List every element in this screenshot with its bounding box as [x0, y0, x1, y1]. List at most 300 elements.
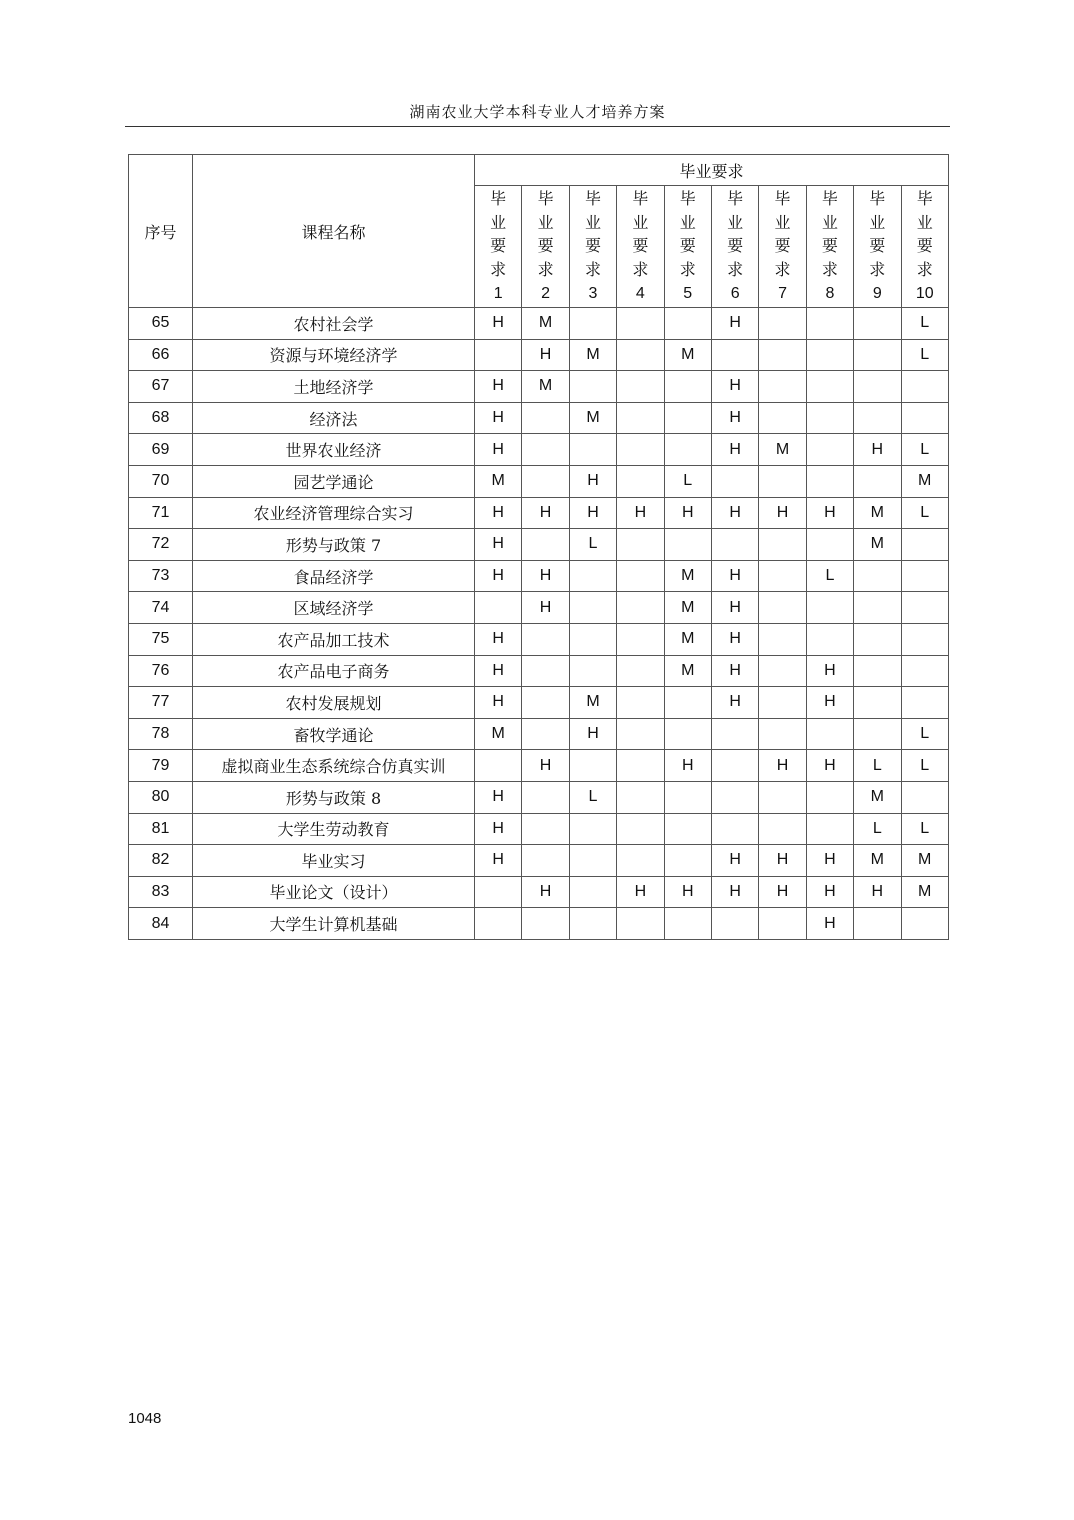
- requirement-mark: L: [901, 434, 948, 466]
- requirement-mark: [711, 339, 758, 371]
- requirement-mark: M: [475, 718, 522, 750]
- requirement-mark: [901, 781, 948, 813]
- table-row: [129, 529, 949, 561]
- requirement-mark: [664, 434, 711, 466]
- table-row: [129, 308, 949, 340]
- requirement-mark: [759, 655, 806, 687]
- requirement-mark: H: [664, 876, 711, 908]
- requirement-mark: H: [569, 465, 616, 497]
- column-group-header-requirements: 毕业要求: [475, 155, 949, 186]
- row-seq: 82: [129, 845, 193, 877]
- requirement-mark: [617, 718, 664, 750]
- requirement-mark: H: [711, 434, 758, 466]
- requirement-mark: H: [711, 308, 758, 340]
- requirement-mark: [664, 813, 711, 845]
- requirement-mark: [522, 402, 569, 434]
- requirement-mark: [664, 908, 711, 940]
- requirement-mark: [522, 718, 569, 750]
- requirement-mark: L: [569, 781, 616, 813]
- requirement-label-text: 毕业要求: [584, 189, 601, 279]
- table-row: [129, 718, 949, 750]
- page-number: 1048: [128, 1410, 162, 1427]
- requirement-mark: [522, 908, 569, 940]
- row-seq: 73: [129, 560, 193, 592]
- requirement-mark: H: [711, 655, 758, 687]
- requirement-mark: [664, 687, 711, 719]
- course-name: 区域经济学: [193, 592, 475, 624]
- requirement-mark: [901, 623, 948, 655]
- requirement-mark: H: [475, 655, 522, 687]
- requirement-mark: [711, 718, 758, 750]
- course-name: 农村发展规划: [193, 687, 475, 719]
- requirement-mark: H: [759, 497, 806, 529]
- requirement-mark: [617, 592, 664, 624]
- requirement-mark: [569, 655, 616, 687]
- table-row: [129, 876, 949, 908]
- requirement-mark: [617, 529, 664, 561]
- requirement-mark: [854, 718, 901, 750]
- requirement-mark: M: [522, 371, 569, 403]
- requirement-mark: H: [759, 750, 806, 782]
- requirement-mark: [569, 908, 616, 940]
- requirement-mark: [569, 876, 616, 908]
- requirement-mark: L: [901, 750, 948, 782]
- course-name: 食品经济学: [193, 560, 475, 592]
- requirement-mark: [901, 655, 948, 687]
- requirement-mark: [569, 813, 616, 845]
- row-seq: 69: [129, 434, 193, 466]
- requirement-mark: [522, 465, 569, 497]
- row-seq: 68: [129, 402, 193, 434]
- requirement-mark: [475, 592, 522, 624]
- row-seq: 78: [129, 718, 193, 750]
- requirement-mark: [617, 750, 664, 782]
- requirement-mark: [759, 308, 806, 340]
- requirement-mark: [759, 687, 806, 719]
- requirement-mark: M: [759, 434, 806, 466]
- requirement-mark: H: [475, 813, 522, 845]
- requirement-mark: [854, 687, 901, 719]
- column-header-requirement: [569, 186, 616, 308]
- course-name: 大学生劳动教育: [193, 813, 475, 845]
- requirement-mark: H: [711, 497, 758, 529]
- requirement-mark: [711, 529, 758, 561]
- requirement-mark: [806, 308, 853, 340]
- requirement-mark: [806, 465, 853, 497]
- requirement-label-text: 毕业要求: [679, 189, 696, 279]
- row-seq: 80: [129, 781, 193, 813]
- requirement-label-text: 毕业要求: [537, 189, 554, 279]
- requirement-mark: M: [664, 623, 711, 655]
- requirement-mark: [522, 529, 569, 561]
- requirement-mark: [617, 623, 664, 655]
- course-name: 经济法: [193, 402, 475, 434]
- requirement-mark: H: [475, 402, 522, 434]
- requirement-mark: H: [522, 560, 569, 592]
- row-seq: 71: [129, 497, 193, 529]
- requirement-mark: [475, 876, 522, 908]
- requirement-mark: [711, 781, 758, 813]
- row-seq: 65: [129, 308, 193, 340]
- requirement-mark: H: [522, 339, 569, 371]
- requirement-mark: [759, 371, 806, 403]
- requirement-mark: [854, 465, 901, 497]
- requirement-mark: [711, 750, 758, 782]
- requirement-mark: [901, 560, 948, 592]
- requirement-label-text: 毕业要求: [916, 189, 933, 279]
- requirement-mark: H: [664, 750, 711, 782]
- requirement-mark: [569, 308, 616, 340]
- column-header-requirement: [711, 186, 758, 308]
- requirement-mark: [759, 339, 806, 371]
- requirement-label: [679, 187, 697, 306]
- row-seq: 83: [129, 876, 193, 908]
- requirement-label-text: 毕业要求: [727, 189, 744, 279]
- column-header-requirement: [475, 186, 522, 308]
- requirement-number: 6: [730, 285, 740, 303]
- requirement-mark: [759, 402, 806, 434]
- requirement-mark: M: [854, 529, 901, 561]
- requirement-mark: [806, 529, 853, 561]
- requirement-mark: [806, 339, 853, 371]
- requirement-mark: [854, 371, 901, 403]
- row-seq: 72: [129, 529, 193, 561]
- course-name: 资源与环境经济学: [193, 339, 475, 371]
- requirement-mark: [617, 560, 664, 592]
- requirement-mark: [617, 465, 664, 497]
- requirement-label: [631, 187, 649, 306]
- requirement-label-text: 毕业要求: [774, 189, 791, 279]
- requirement-mark: M: [901, 465, 948, 497]
- requirement-mark: [854, 560, 901, 592]
- requirement-mark: H: [711, 623, 758, 655]
- requirement-mark: [759, 781, 806, 813]
- requirement-number: 3: [588, 285, 598, 303]
- requirement-mark: H: [475, 845, 522, 877]
- requirement-mark: H: [522, 592, 569, 624]
- column-header-requirement: [806, 186, 853, 308]
- requirement-mark: H: [806, 908, 853, 940]
- requirement-mark: H: [711, 560, 758, 592]
- requirement-mark: [711, 908, 758, 940]
- course-name: 形势与政策 8: [193, 781, 475, 813]
- row-seq: 84: [129, 908, 193, 940]
- requirement-mark: H: [806, 655, 853, 687]
- requirement-mark: [617, 845, 664, 877]
- course-name: 大学生计算机基础: [193, 908, 475, 940]
- requirement-mark: [854, 655, 901, 687]
- requirement-mark: L: [901, 308, 948, 340]
- column-header-requirement: [617, 186, 664, 308]
- requirement-label: [726, 187, 744, 306]
- requirement-mark: [854, 402, 901, 434]
- row-seq: 74: [129, 592, 193, 624]
- requirement-mark: [475, 750, 522, 782]
- requirement-mark: L: [901, 497, 948, 529]
- requirement-mark: [901, 908, 948, 940]
- requirement-mark: H: [522, 497, 569, 529]
- requirement-mark: [806, 592, 853, 624]
- requirement-number: 5: [683, 285, 693, 303]
- requirement-mark: [664, 529, 711, 561]
- requirement-mark: [569, 623, 616, 655]
- requirement-mark: H: [759, 876, 806, 908]
- requirement-mark: [759, 623, 806, 655]
- requirement-label-text: 毕业要求: [869, 189, 886, 279]
- table-row: [129, 402, 949, 434]
- requirement-mark: [617, 908, 664, 940]
- requirement-mark: M: [475, 465, 522, 497]
- requirement-mark: [806, 623, 853, 655]
- requirement-mark: [806, 718, 853, 750]
- requirement-mark: [759, 560, 806, 592]
- requirement-mark: [759, 718, 806, 750]
- requirement-mark: [901, 592, 948, 624]
- document-title: 湖南农业大学本科专业人才培养方案: [409, 103, 666, 121]
- requirement-mark: [854, 908, 901, 940]
- requirement-number: 4: [635, 285, 645, 303]
- requirement-mark: [664, 845, 711, 877]
- table-row: [129, 908, 949, 940]
- page-header: [125, 100, 950, 127]
- requirement-number: 7: [778, 285, 787, 303]
- requirement-mark: [617, 813, 664, 845]
- requirement-label: [821, 187, 839, 306]
- row-seq: 81: [129, 813, 193, 845]
- course-name: 形势与政策 7: [193, 529, 475, 561]
- requirement-mark: H: [522, 876, 569, 908]
- requirement-mark: [759, 813, 806, 845]
- requirement-mark: H: [806, 497, 853, 529]
- requirement-mark: [664, 308, 711, 340]
- table-row: [129, 781, 949, 813]
- column-header-requirement: [854, 186, 901, 308]
- requirement-label: [584, 187, 602, 306]
- requirement-mark: L: [664, 465, 711, 497]
- table-row: [129, 623, 949, 655]
- requirement-label: [537, 187, 555, 306]
- requirement-label: [868, 187, 886, 306]
- requirement-mark: H: [806, 845, 853, 877]
- course-name: 虚拟商业生态系统综合仿真实训: [193, 750, 475, 782]
- requirement-label: [916, 187, 934, 306]
- requirement-mark: [711, 465, 758, 497]
- table-row: [129, 813, 949, 845]
- requirement-mark: [569, 592, 616, 624]
- table-row: [129, 434, 949, 466]
- requirement-mark: H: [475, 497, 522, 529]
- requirement-mark: H: [711, 876, 758, 908]
- row-seq: 76: [129, 655, 193, 687]
- table-row: [129, 687, 949, 719]
- requirement-mark: M: [854, 497, 901, 529]
- requirement-mark: [901, 402, 948, 434]
- requirement-mark: M: [664, 655, 711, 687]
- table-row: [129, 560, 949, 592]
- course-name: 世界农业经济: [193, 434, 475, 466]
- requirement-mark: [759, 465, 806, 497]
- column-header-requirement: [522, 186, 569, 308]
- row-seq: 77: [129, 687, 193, 719]
- requirement-mark: M: [569, 339, 616, 371]
- requirement-mark: [569, 434, 616, 466]
- requirement-mark: [522, 813, 569, 845]
- requirement-mark: L: [854, 750, 901, 782]
- requirement-mark: [664, 718, 711, 750]
- requirement-mark: H: [711, 402, 758, 434]
- column-header-requirement: [759, 186, 806, 308]
- requirement-mark: [854, 308, 901, 340]
- course-name: 毕业论文（设计）: [193, 876, 475, 908]
- requirement-mark: H: [522, 750, 569, 782]
- course-name: 畜牧学通论: [193, 718, 475, 750]
- requirement-mark: H: [711, 687, 758, 719]
- column-header-requirement: [664, 186, 711, 308]
- requirement-mark: [901, 687, 948, 719]
- requirement-mark: [617, 687, 664, 719]
- requirement-mark: L: [806, 560, 853, 592]
- table-row: [129, 339, 949, 371]
- requirement-mark: [806, 402, 853, 434]
- requirement-mark: [569, 560, 616, 592]
- requirement-mark: [806, 781, 853, 813]
- requirement-mark: L: [901, 813, 948, 845]
- course-name: 土地经济学: [193, 371, 475, 403]
- requirement-mark: H: [664, 497, 711, 529]
- requirement-mark: H: [711, 592, 758, 624]
- table-row: [129, 655, 949, 687]
- requirement-mark: [711, 813, 758, 845]
- requirement-mark: L: [854, 813, 901, 845]
- requirement-number: 10: [915, 285, 934, 303]
- requirement-mark: M: [854, 845, 901, 877]
- requirement-mark: H: [475, 560, 522, 592]
- requirement-mark: [522, 781, 569, 813]
- requirement-mark: H: [475, 781, 522, 813]
- requirement-mark: H: [711, 845, 758, 877]
- table-row: [129, 497, 949, 529]
- requirement-mark: H: [475, 434, 522, 466]
- requirement-mark: M: [854, 781, 901, 813]
- row-seq: 70: [129, 465, 193, 497]
- requirement-mark: [759, 592, 806, 624]
- requirement-mark: H: [617, 876, 664, 908]
- requirement-mark: [569, 750, 616, 782]
- column-header-seq: 序号: [129, 155, 193, 308]
- requirement-mark: [806, 434, 853, 466]
- table-row: [129, 750, 949, 782]
- requirement-mark: H: [569, 497, 616, 529]
- row-seq: 67: [129, 371, 193, 403]
- requirement-mark: [617, 434, 664, 466]
- requirement-mark: [806, 813, 853, 845]
- requirement-mark: [522, 687, 569, 719]
- requirement-mark: [759, 529, 806, 561]
- course-name: 农产品加工技术: [193, 623, 475, 655]
- row-seq: 66: [129, 339, 193, 371]
- requirement-mark: [901, 371, 948, 403]
- column-header-course: 课程名称: [193, 155, 475, 308]
- course-name: 农产品电子商务: [193, 655, 475, 687]
- requirement-label-text: 毕业要求: [821, 189, 838, 279]
- requirement-label: [774, 187, 792, 306]
- requirement-mark: H: [806, 687, 853, 719]
- requirement-mark: [901, 529, 948, 561]
- requirement-mark: H: [854, 434, 901, 466]
- requirement-mark: M: [901, 876, 948, 908]
- requirement-mark: M: [522, 308, 569, 340]
- requirement-number: 2: [541, 285, 551, 303]
- requirement-mark: [569, 845, 616, 877]
- requirement-mark: [617, 655, 664, 687]
- requirement-mark: H: [806, 750, 853, 782]
- course-name: 毕业实习: [193, 845, 475, 877]
- requirements-matrix-table: [128, 154, 949, 940]
- requirement-mark: H: [569, 718, 616, 750]
- table-row: [129, 845, 949, 877]
- row-seq: 75: [129, 623, 193, 655]
- requirement-mark: M: [569, 402, 616, 434]
- requirement-mark: [617, 308, 664, 340]
- requirement-number: 9: [872, 285, 882, 303]
- table-row: [129, 465, 949, 497]
- requirement-mark: L: [901, 718, 948, 750]
- requirement-mark: H: [854, 876, 901, 908]
- requirement-mark: [617, 371, 664, 403]
- requirement-mark: [522, 623, 569, 655]
- table-row: [129, 592, 949, 624]
- requirement-mark: [569, 371, 616, 403]
- requirement-mark: M: [664, 592, 711, 624]
- requirement-mark: [522, 655, 569, 687]
- row-seq: 79: [129, 750, 193, 782]
- requirement-number: 1: [493, 285, 503, 303]
- requirement-mark: H: [475, 308, 522, 340]
- requirement-number: 8: [825, 285, 835, 303]
- column-header-requirement: [901, 186, 948, 308]
- requirement-mark: [664, 781, 711, 813]
- course-name: 农村社会学: [193, 308, 475, 340]
- requirement-mark: [617, 402, 664, 434]
- requirement-mark: H: [759, 845, 806, 877]
- requirement-mark: H: [475, 371, 522, 403]
- requirement-mark: M: [664, 560, 711, 592]
- requirement-mark: [664, 371, 711, 403]
- requirement-mark: [522, 845, 569, 877]
- requirement-mark: [475, 908, 522, 940]
- requirement-mark: H: [475, 623, 522, 655]
- requirement-mark: H: [617, 497, 664, 529]
- requirement-mark: L: [901, 339, 948, 371]
- requirement-mark: [806, 371, 853, 403]
- requirement-mark: [854, 339, 901, 371]
- requirement-mark: [617, 339, 664, 371]
- requirement-mark: M: [569, 687, 616, 719]
- requirement-label-text: 毕业要求: [490, 189, 507, 279]
- requirement-mark: [475, 339, 522, 371]
- requirement-mark: L: [569, 529, 616, 561]
- requirement-mark: H: [475, 687, 522, 719]
- requirement-mark: H: [806, 876, 853, 908]
- course-name: 园艺学通论: [193, 465, 475, 497]
- requirement-mark: [854, 623, 901, 655]
- table-row: [129, 371, 949, 403]
- requirement-mark: [759, 908, 806, 940]
- requirement-mark: M: [901, 845, 948, 877]
- requirement-mark: M: [664, 339, 711, 371]
- requirement-mark: H: [711, 371, 758, 403]
- requirement-mark: H: [475, 529, 522, 561]
